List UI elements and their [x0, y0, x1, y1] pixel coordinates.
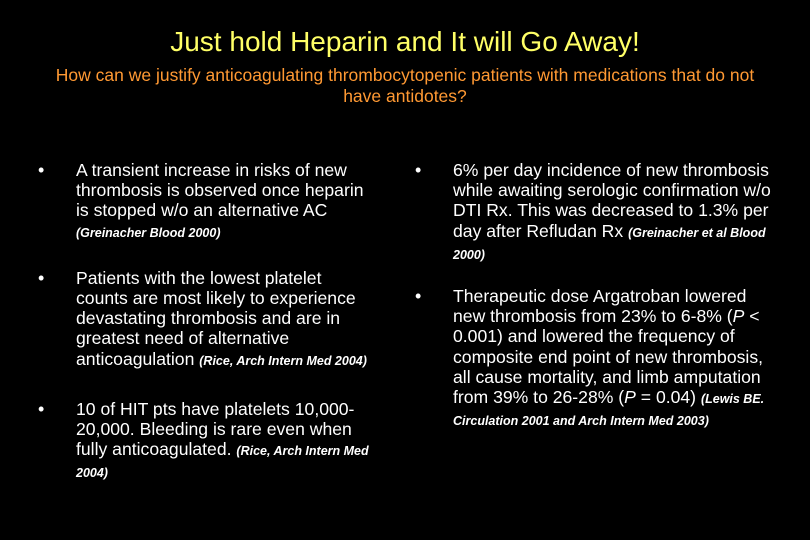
bullet-citation: (Rice, Arch Intern Med 2004)	[76, 444, 369, 481]
p-value-symbol: P	[732, 306, 745, 327]
bullet-dot-icon: •	[38, 267, 45, 288]
bullet-text	[453, 286, 763, 407]
right-column	[415, 160, 775, 457]
bullet-dot-icon: •	[38, 398, 45, 419]
bullet-text-part: < 0.001) and lowered the frequency of composite end point of new thrombosis, all cause mortality, and limb amputation from 39% to 26-28% (	[453, 306, 764, 408]
bullet-item	[38, 268, 378, 371]
bullet-text-part: Therapeutic dose Argatroban lowered new thrombosis from 23% to 6-8% (	[453, 286, 747, 327]
bullet-item	[415, 160, 775, 265]
bullet-dot-icon: •	[38, 160, 45, 180]
bullet-citation: (Lewis BE. Circulation 2001 and Arch Intern Med 2003)	[453, 392, 765, 429]
bullet-dot-icon: •	[415, 286, 422, 307]
bullet-citation: (Rice, Arch Intern Med 2004)	[199, 353, 367, 368]
bullet-item	[415, 286, 775, 431]
bullet-text: 10 of HIT pts have platelets 10,000-20,000. Bleeding is rare even when fully anticoagulated.	[76, 398, 355, 460]
slide-subtitle: How can we justify anticoagulating thrombocytopenic patients with medications that do not have antidotes?	[55, 65, 755, 106]
bullet-dot-icon: •	[415, 160, 422, 180]
bullet-citation: (Greinacher Blood 2000)	[76, 225, 221, 240]
bullet-text-part: = 0.04)	[635, 387, 697, 408]
bullet-item	[38, 399, 378, 484]
bullet-text: A transient increase in risks of new thrombosis is observed once heparin is stopped w/o an alternative AC	[76, 160, 364, 221]
bullet-text: 6% per day incidence of new thrombosis while awaiting serologic confirmation w/o DTI Rx. This was decreased to 1.3% per day after Refludan Rx	[453, 160, 771, 241]
bullet-item	[38, 160, 378, 243]
left-column	[38, 160, 378, 510]
p-value-symbol: P	[624, 387, 636, 408]
slide-title: Just hold Heparin and It will Go Away!	[170, 26, 640, 57]
bullet-text: Patients with the lowest platelet counts are most likely to experience devastating thrombosis and are in greatest need of alternative anticoagulation	[76, 267, 356, 369]
bullet-citation: (Greinacher et al Blood 2000)	[453, 225, 766, 262]
